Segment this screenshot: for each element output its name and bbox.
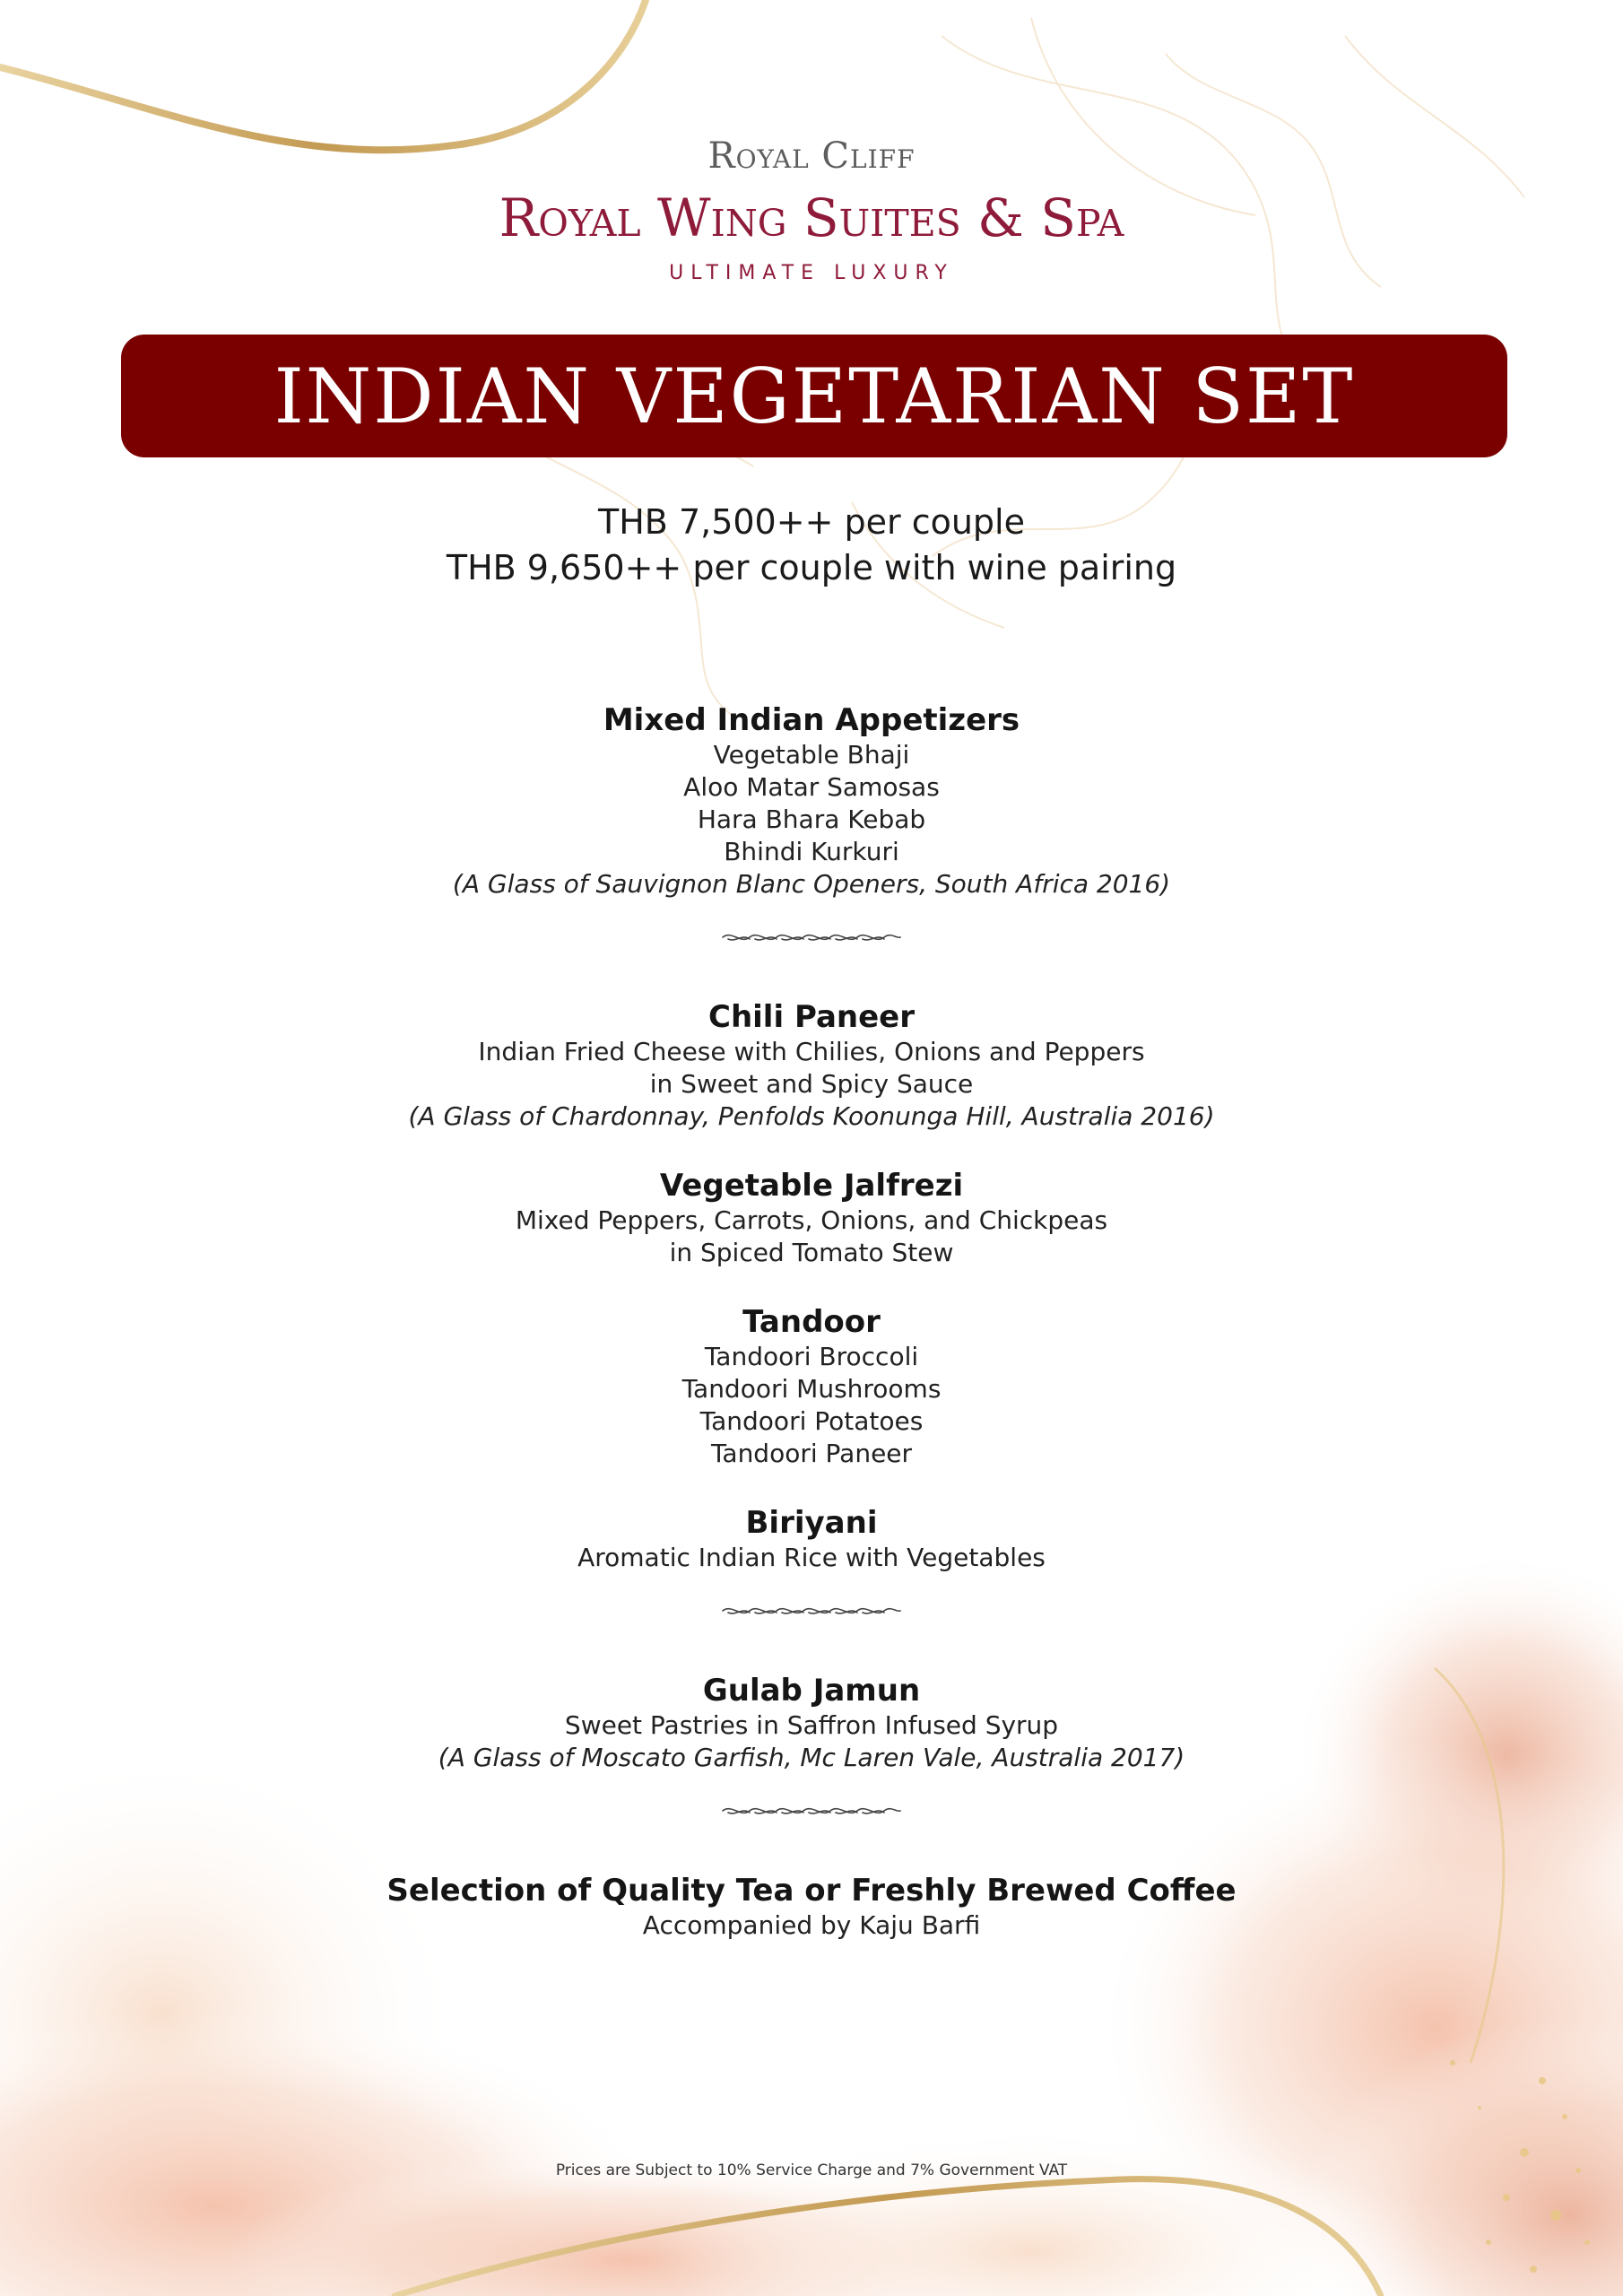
course-item: Hara Bhara Kebab [697,804,926,834]
title-banner [121,335,1507,457]
course-item: Tandoori Mushrooms [681,1374,942,1404]
course-item: Indian Fried Cheese with Chilies, Onions and Peppers [478,1037,1145,1066]
course-name: Biriyani [745,1505,878,1541]
brand-block [0,135,1623,287]
course-item: Bhindi Kurkuri [724,837,899,866]
wine-pairing: (A Glass of Moscato Garfish, Mc Laren Vale, Australia 2017) [438,1743,1185,1772]
course-name: Gulab Jamun [702,1673,921,1709]
course-chili-paneer [0,998,1623,1133]
brand-top-name: Royal Cliff [707,135,916,177]
service-charge-note: Prices are Subject to 10% Service Charge and 7% Government VAT [555,2161,1068,2179]
brand-tagline: ULTIMATE LUXURY [669,262,954,284]
course-name: Tandoor [742,1304,881,1340]
ornament-divider-icon [719,926,904,948]
brand-main-name: Royal Wing Suites & Spa [499,187,1124,248]
course-biriyani [0,1504,1623,1574]
course-name: Mixed Indian Appetizers [603,702,1020,738]
course-item: Tandoori Paneer [710,1439,913,1468]
course-name: Vegetable Jalfrezi [659,1168,964,1204]
course-item: Vegetable Bhaji [713,740,910,770]
course-item: Aloo Matar Samosas [683,772,940,802]
course-item: Sweet Pastries in Saffron Infused Syrup [564,1710,1059,1740]
course-item: Aromatic Indian Rice with Vegetables [577,1543,1046,1572]
ornament-divider-icon [719,1800,904,1822]
wine-pairing: (A Glass of Chardonnay, Penfolds Koonunga Hill, Australia 2016) [408,1101,1215,1131]
course-item: in Sweet and Spicy Sauce [649,1069,974,1099]
course-appetizers [0,701,1623,900]
course-tandoor [0,1303,1623,1470]
course-item: Tandoori Broccoli [704,1342,919,1371]
ornament-divider-icon [719,1600,904,1622]
menu-title: INDIAN VEGETARIAN SET [273,352,1355,440]
course-item: Accompanied by Kaju Barfi [642,1910,981,1940]
course-item: Tandoori Potatoes [699,1406,924,1436]
price-line-2: THB 9,650++ per couple with wine pairing [446,548,1177,587]
course-name: Chili Paneer [708,999,915,1035]
price-line-1: THB 7,500++ per couple [598,502,1025,542]
course-jalfrezi [0,1167,1623,1269]
menu-courses [0,701,1623,1942]
wine-pairing: (A Glass of Sauvignon Blanc Openers, South Africa 2016) [452,869,1171,899]
course-gulab-jamun [0,1672,1623,1774]
course-name: Selection of Quality Tea or Freshly Brewed Coffee [386,1873,1237,1909]
course-item: in Spiced Tomato Stew [669,1238,954,1267]
price-block [0,500,1623,591]
course-item: Mixed Peppers, Carrots, Onions, and Chickpeas [515,1205,1108,1235]
course-tea-coffee [0,1872,1623,1942]
